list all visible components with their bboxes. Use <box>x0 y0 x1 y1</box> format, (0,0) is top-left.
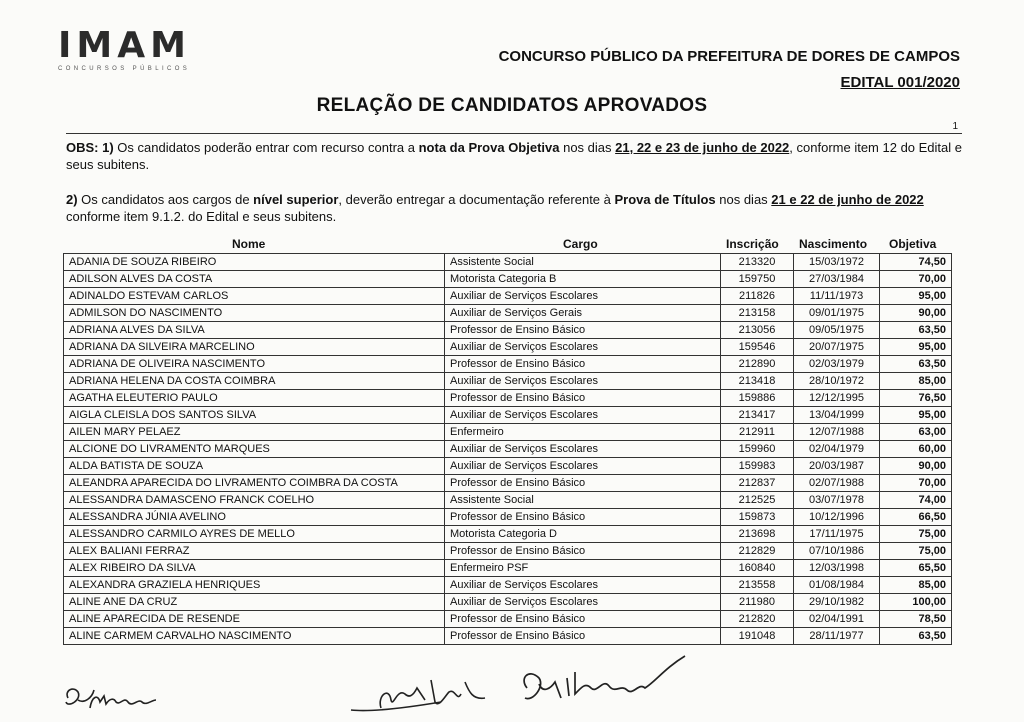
cell-nascimento: 12/12/1995 <box>794 390 880 407</box>
cell-inscricao: 191048 <box>721 628 794 645</box>
cell-objetiva: 74,50 <box>880 254 952 271</box>
cell-cargo: Professor de Ensino Básico <box>445 628 721 645</box>
cell-objetiva: 66,50 <box>880 509 952 526</box>
cell-inscricao: 213158 <box>721 305 794 322</box>
cell-nome: AILEN MARY PELAEZ <box>64 424 445 441</box>
cell-nome: ALINE CARMEM CARVALHO NASCIMENTO <box>64 628 445 645</box>
cell-objetiva: 100,00 <box>880 594 952 611</box>
cell-nascimento: 11/11/1973 <box>794 288 880 305</box>
logo-tagline: CONCURSOS PÚBLICOS <box>58 66 191 72</box>
note-2-text-c: nos dias <box>715 192 772 207</box>
signature-3 <box>515 648 700 714</box>
cell-nome: ADANIA DE SOUZA RIBEIRO <box>64 254 445 271</box>
cell-cargo: Professor de Ensino Básico <box>445 390 721 407</box>
cell-nome: ADRIANA ALVES DA SILVA <box>64 322 445 339</box>
table-row <box>64 509 952 526</box>
cell-nome: ADRIANA DE OLIVEIRA NASCIMENTO <box>64 356 445 373</box>
cell-nome: ALESSANDRA DAMASCENO FRANCK COELHO <box>64 492 445 509</box>
note-2-bold-b: Prova de Títulos <box>614 192 716 207</box>
note-1-text-a: Os candidatos poderão entrar com recurso contra a <box>113 140 419 155</box>
cell-cargo: Motorista Categoria B <box>445 271 721 288</box>
cell-nascimento: 12/07/1988 <box>794 424 880 441</box>
cell-cargo: Auxiliar de Serviços Escolares <box>445 339 721 356</box>
cell-objetiva: 70,00 <box>880 271 952 288</box>
cell-nome: ADILSON ALVES DA COSTA <box>64 271 445 288</box>
cell-nascimento: 12/03/1998 <box>794 560 880 577</box>
cell-nascimento: 02/04/1979 <box>794 441 880 458</box>
note-2-text-b: , deverão entregar a documentação referente à <box>338 192 615 207</box>
table-row <box>64 390 952 407</box>
column-header-cargo: Cargo <box>563 237 598 251</box>
table-row <box>64 458 952 475</box>
cell-objetiva: 90,00 <box>880 458 952 475</box>
note-2-text-a: Os candidatos aos cargos de <box>77 192 254 207</box>
table-row <box>64 322 952 339</box>
approved-candidates-table <box>63 253 952 645</box>
cell-nome: ALEX BALIANI FERRAZ <box>64 543 445 560</box>
cell-nome: ALCIONE DO LIVRAMENTO MARQUES <box>64 441 445 458</box>
cell-nascimento: 20/03/1987 <box>794 458 880 475</box>
note-1 <box>66 139 962 173</box>
cell-objetiva: 95,00 <box>880 288 952 305</box>
cell-nome: ALDA BATISTA DE SOUZA <box>64 458 445 475</box>
cell-nome: ADRIANA DA SILVEIRA MARCELINO <box>64 339 445 356</box>
cell-inscricao: 211826 <box>721 288 794 305</box>
cell-nome: ADINALDO ESTEVAM CARLOS <box>64 288 445 305</box>
cell-cargo: Enfermeiro <box>445 424 721 441</box>
cell-inscricao: 159983 <box>721 458 794 475</box>
page-number: 1 <box>952 121 958 132</box>
cell-nascimento: 13/04/1999 <box>794 407 880 424</box>
cell-objetiva: 60,00 <box>880 441 952 458</box>
column-header-objetiva: Objetiva <box>889 237 937 251</box>
note-1-label: OBS: 1) <box>66 140 114 155</box>
cell-inscricao: 211980 <box>721 594 794 611</box>
cell-inscricao: 159873 <box>721 509 794 526</box>
cell-cargo: Auxiliar de Serviços Escolares <box>445 288 721 305</box>
cell-inscricao: 213418 <box>721 373 794 390</box>
cell-cargo: Professor de Ensino Básico <box>445 322 721 339</box>
cell-cargo: Assistente Social <box>445 492 721 509</box>
cell-nascimento: 27/03/1984 <box>794 271 880 288</box>
cell-nascimento: 28/10/1972 <box>794 373 880 390</box>
cell-nome: ALINE ANE DA CRUZ <box>64 594 445 611</box>
cell-nome: ALESSANDRO CARMILO AYRES DE MELLO <box>64 526 445 543</box>
cell-inscricao: 159750 <box>721 271 794 288</box>
table-row <box>64 577 952 594</box>
cell-objetiva: 63,00 <box>880 424 952 441</box>
cell-cargo: Professor de Ensino Básico <box>445 356 721 373</box>
note-1-dates: 21, 22 e 23 de junho de 2022 <box>615 140 790 155</box>
edital-number: EDITAL 001/2020 <box>840 74 960 91</box>
cell-cargo: Professor de Ensino Básico <box>445 543 721 560</box>
table-row <box>64 441 952 458</box>
note-1-text-c: , conforme item 12 do Edital e seus subitens. <box>66 140 962 172</box>
cell-objetiva: 95,00 <box>880 407 952 424</box>
cell-objetiva: 75,00 <box>880 526 952 543</box>
cell-cargo: Auxiliar de Serviços Escolares <box>445 373 721 390</box>
table-row <box>64 492 952 509</box>
cell-objetiva: 90,00 <box>880 305 952 322</box>
cell-objetiva: 75,00 <box>880 543 952 560</box>
column-header-inscricao: Inscrição <box>726 237 779 251</box>
cell-objetiva: 63,50 <box>880 322 952 339</box>
cell-nascimento: 02/07/1988 <box>794 475 880 492</box>
cell-cargo: Auxiliar de Serviços Gerais <box>445 305 721 322</box>
cell-nome: ALESSANDRA JÚNIA AVELINO <box>64 509 445 526</box>
table-row <box>64 424 952 441</box>
table-row <box>64 560 952 577</box>
column-header-nome: Nome <box>232 237 266 251</box>
cell-cargo: Auxiliar de Serviços Escolares <box>445 577 721 594</box>
imam-logo <box>58 25 198 78</box>
cell-nome: ALINE APARECIDA DE RESENDE <box>64 611 445 628</box>
cell-nascimento: 29/10/1982 <box>794 594 880 611</box>
cell-nome: ALEX RIBEIRO DA SILVA <box>64 560 445 577</box>
divider <box>66 133 962 134</box>
cell-cargo: Auxiliar de Serviços Escolares <box>445 594 721 611</box>
table-row <box>64 356 952 373</box>
logo-name: IMAM <box>58 25 191 66</box>
cell-nascimento: 01/08/1984 <box>794 577 880 594</box>
cell-inscricao: 213698 <box>721 526 794 543</box>
cell-cargo: Enfermeiro PSF <box>445 560 721 577</box>
cell-cargo: Motorista Categoria D <box>445 526 721 543</box>
cell-inscricao: 213417 <box>721 407 794 424</box>
cell-objetiva: 85,00 <box>880 373 952 390</box>
signature-1 <box>62 680 162 716</box>
cell-objetiva: 78,50 <box>880 611 952 628</box>
table-row <box>64 475 952 492</box>
note-2-label: 2) <box>66 192 78 207</box>
table-row <box>64 594 952 611</box>
table-row <box>64 271 952 288</box>
table-row <box>64 526 952 543</box>
cell-inscricao: 212890 <box>721 356 794 373</box>
cell-inscricao: 212911 <box>721 424 794 441</box>
cell-nome: ADMILSON DO NASCIMENTO <box>64 305 445 322</box>
cell-inscricao: 213320 <box>721 254 794 271</box>
table-row <box>64 373 952 390</box>
cell-nascimento: 09/05/1975 <box>794 322 880 339</box>
cell-nascimento: 17/11/1975 <box>794 526 880 543</box>
cell-nascimento: 02/04/1991 <box>794 611 880 628</box>
note-1-bold: nota da Prova Objetiva <box>418 140 560 155</box>
cell-objetiva: 63,50 <box>880 628 952 645</box>
cell-inscricao: 213558 <box>721 577 794 594</box>
cell-cargo: Professor de Ensino Básico <box>445 611 721 628</box>
cell-inscricao: 213056 <box>721 322 794 339</box>
cell-inscricao: 212837 <box>721 475 794 492</box>
cell-inscricao: 159960 <box>721 441 794 458</box>
cell-cargo: Auxiliar de Serviços Escolares <box>445 458 721 475</box>
cell-inscricao: 159886 <box>721 390 794 407</box>
cell-objetiva: 63,50 <box>880 356 952 373</box>
cell-objetiva: 74,00 <box>880 492 952 509</box>
cell-objetiva: 65,50 <box>880 560 952 577</box>
cell-cargo: Professor de Ensino Básico <box>445 509 721 526</box>
cell-nascimento: 03/07/1978 <box>794 492 880 509</box>
contest-title: CONCURSO PÚBLICO DA PREFEITURA DE DORES DE CAMPOS <box>498 48 960 65</box>
table-row <box>64 254 952 271</box>
cell-nome: ALEXANDRA GRAZIELA HENRIQUES <box>64 577 445 594</box>
column-header-nascimento: Nascimento <box>799 237 868 251</box>
table-row <box>64 407 952 424</box>
page-title: RELAÇÃO DE CANDIDATOS APROVADOS <box>316 95 708 116</box>
cell-inscricao: 160840 <box>721 560 794 577</box>
table-row <box>64 305 952 322</box>
cell-nome: AIGLA CLEISLA DOS SANTOS SILVA <box>64 407 445 424</box>
cell-nascimento: 28/11/1977 <box>794 628 880 645</box>
note-2-bold-a: nível superior <box>253 192 339 207</box>
note-1-text-b: nos dias <box>559 140 616 155</box>
note-2-text-d: conforme item 9.1.2. do Edital e seus subitens. <box>66 209 337 224</box>
cell-nascimento: 15/03/1972 <box>794 254 880 271</box>
cell-nascimento: 02/03/1979 <box>794 356 880 373</box>
cell-nascimento: 10/12/1996 <box>794 509 880 526</box>
cell-cargo: Auxiliar de Serviços Escolares <box>445 407 721 424</box>
cell-cargo: Assistente Social <box>445 254 721 271</box>
cell-objetiva: 95,00 <box>880 339 952 356</box>
table-row <box>64 611 952 628</box>
table-row <box>64 339 952 356</box>
table-row <box>64 628 952 645</box>
cell-inscricao: 159546 <box>721 339 794 356</box>
signature-2 <box>345 672 495 718</box>
cell-nome: ALEANDRA APARECIDA DO LIVRAMENTO COIMBRA DA COSTA <box>64 475 445 492</box>
cell-inscricao: 212829 <box>721 543 794 560</box>
cell-objetiva: 70,00 <box>880 475 952 492</box>
table-row <box>64 543 952 560</box>
note-2-dates: 21 e 22 de junho de 2022 <box>771 192 924 207</box>
cell-inscricao: 212525 <box>721 492 794 509</box>
cell-nome: AGATHA ELEUTERIO PAULO <box>64 390 445 407</box>
note-2 <box>66 191 962 225</box>
cell-nascimento: 07/10/1986 <box>794 543 880 560</box>
cell-cargo: Auxiliar de Serviços Escolares <box>445 441 721 458</box>
cell-nascimento: 20/07/1975 <box>794 339 880 356</box>
cell-nome: ADRIANA HELENA DA COSTA COIMBRA <box>64 373 445 390</box>
cell-nascimento: 09/01/1975 <box>794 305 880 322</box>
cell-objetiva: 85,00 <box>880 577 952 594</box>
cell-cargo: Professor de Ensino Básico <box>445 475 721 492</box>
cell-objetiva: 76,50 <box>880 390 952 407</box>
cell-inscricao: 212820 <box>721 611 794 628</box>
table-row <box>64 288 952 305</box>
